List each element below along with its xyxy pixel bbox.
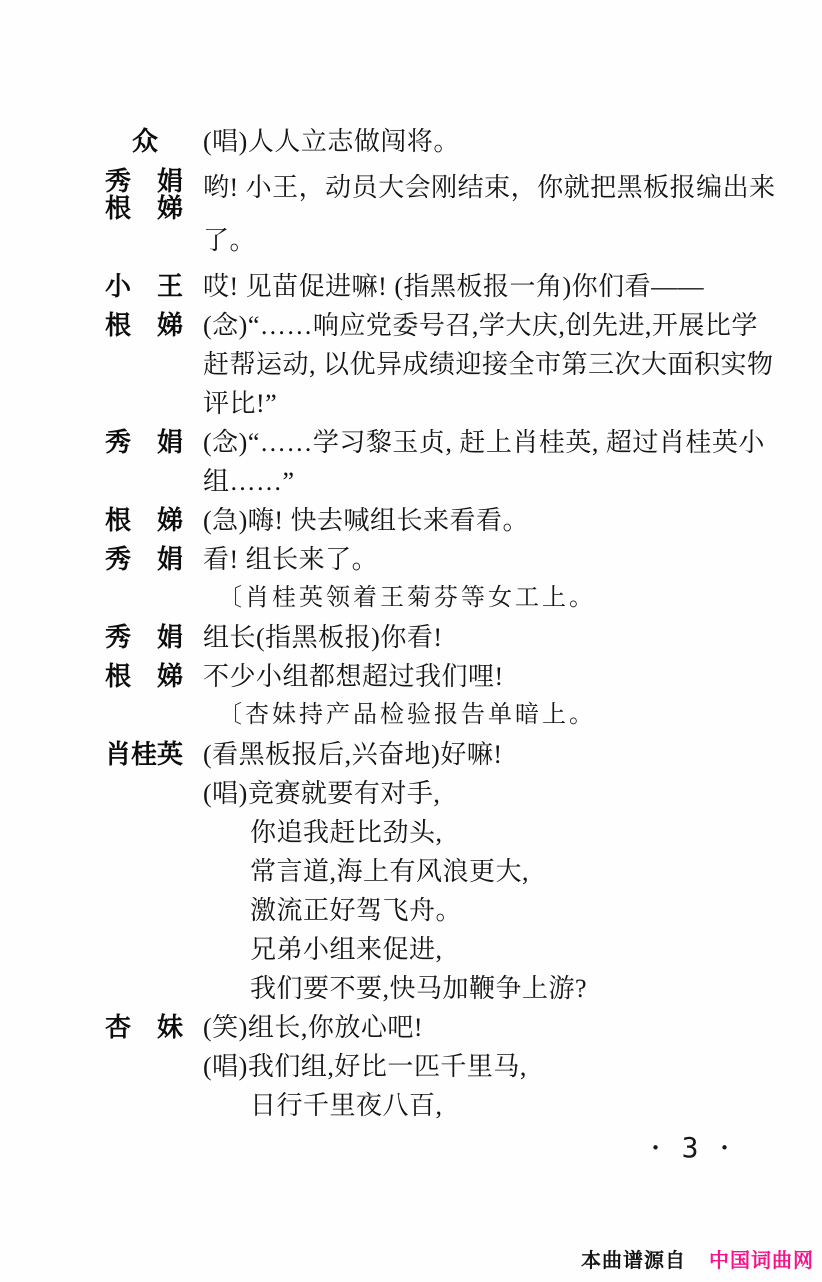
speaker-column bbox=[105, 122, 203, 161]
dialogue-line: 评比!” bbox=[203, 389, 278, 418]
speaker-name: 秀 娟 bbox=[105, 622, 184, 652]
stage-direction: 〔杏妹持产品检验报告单暗上。 bbox=[218, 702, 596, 728]
lines-column bbox=[203, 657, 596, 735]
dialogue-line: (看黑板报后,兴奋地)好嘛! bbox=[203, 740, 503, 769]
dialogue-line: (唱)竞赛就要有对手, bbox=[203, 779, 441, 808]
speaker-name: 众 bbox=[132, 126, 159, 156]
speaker-name: 小 王 bbox=[105, 271, 184, 301]
speaker-name: 根 娣 bbox=[105, 193, 184, 223]
speaker-name: 杏 妹 bbox=[105, 1012, 184, 1042]
script-entry bbox=[105, 501, 776, 540]
script-entry bbox=[105, 657, 776, 735]
dialogue-line: 哎! 见苗促进嘛! (指黑板报一角)你们看—— bbox=[203, 272, 705, 301]
lyric-line: 你追我赶比劲头, bbox=[250, 818, 443, 847]
script-entry bbox=[105, 122, 776, 161]
lines-column bbox=[203, 540, 596, 618]
speaker-column bbox=[105, 618, 203, 657]
page-number-value: 3 bbox=[681, 1131, 699, 1164]
speaker-column bbox=[105, 540, 203, 579]
speaker-column bbox=[105, 501, 203, 540]
lyric-line: 日行千里夜八百, bbox=[250, 1091, 443, 1120]
script-entry bbox=[105, 267, 776, 306]
speaker-column bbox=[105, 306, 203, 345]
lyric-line: 常言道,海上有风浪更大, bbox=[250, 857, 530, 886]
dialogue-line: (笑)组长,你放心吧! bbox=[203, 1013, 423, 1042]
dialogue-line: (急)嗨! 快去喊组长来看看。 bbox=[203, 506, 529, 535]
lines-column bbox=[203, 423, 765, 501]
dialogue-line: (唱)我们组,好比一匹千里马, bbox=[203, 1052, 527, 1081]
speaker-column bbox=[105, 423, 203, 462]
lyric-line: 激流正好驾飞舟。 bbox=[250, 896, 463, 925]
lines-column bbox=[203, 161, 776, 267]
script-entry bbox=[105, 735, 776, 1008]
script-entry bbox=[105, 618, 776, 657]
speaker-name: 根 娣 bbox=[105, 661, 184, 691]
script-entry bbox=[105, 540, 776, 618]
lines-column bbox=[203, 267, 704, 306]
lyric-line: 兄弟小组来促进, bbox=[250, 935, 443, 964]
page-number bbox=[651, 1131, 729, 1164]
dialogue-line: 不少小组都想超过我们哩! bbox=[203, 662, 504, 691]
script-body bbox=[105, 122, 776, 1125]
speaker-column bbox=[105, 267, 203, 306]
speaker-name: 肖桂英 bbox=[105, 739, 184, 769]
dialogue-line: 看! 组长来了。 bbox=[203, 545, 379, 574]
dialogue-line: (念)“……学习黎玉贞, 赶上肖桂英, 超过肖桂英小 bbox=[203, 428, 765, 457]
lyric-line: 我们要不要,快马加鞭争上游? bbox=[250, 974, 588, 1003]
script-entry bbox=[105, 1008, 776, 1125]
watermark-footer bbox=[581, 1244, 814, 1273]
dialogue-line: 了。 bbox=[203, 226, 257, 255]
dialogue-line: (念)“……响应党委号召,学大庆,创先进,开展比学 bbox=[203, 311, 758, 340]
speaker-column bbox=[105, 657, 203, 696]
page-number-left-dot: • bbox=[651, 1138, 661, 1157]
dialogue-line: (唱)人人立志做闯将。 bbox=[203, 127, 460, 156]
script-entry bbox=[105, 306, 776, 423]
script-entry bbox=[105, 423, 776, 501]
lines-column bbox=[203, 618, 442, 657]
page-number-right-dot: • bbox=[719, 1138, 729, 1157]
watermark-source-label: 本曲谱源自 bbox=[581, 1250, 686, 1272]
speaker-name: 秀 娟 bbox=[105, 166, 184, 196]
lines-column bbox=[203, 306, 774, 423]
lines-column bbox=[203, 735, 587, 1008]
speaker-column bbox=[105, 1008, 203, 1047]
script-entry bbox=[105, 161, 776, 267]
lines-column bbox=[203, 501, 529, 540]
speaker-name: 秀 娟 bbox=[105, 544, 184, 574]
watermark-site-name: 中国词曲网 bbox=[709, 1250, 814, 1272]
dialogue-line: 组长(指黑板报)你看! bbox=[203, 623, 443, 652]
dialogue-line: 组……” bbox=[203, 467, 295, 496]
lines-column bbox=[203, 122, 460, 161]
speaker-column bbox=[105, 735, 203, 774]
speaker-column bbox=[105, 161, 203, 222]
stage-direction: 〔肖桂英领着王菊芬等女工上。 bbox=[218, 585, 596, 611]
dialogue-line: 赶帮运动, 以优异成绩迎接全市第三次大面积实物 bbox=[203, 350, 774, 379]
dialogue-line: 哟! 小王，动员大会刚结束，你就把黑板报编出来 bbox=[203, 173, 776, 202]
speaker-name: 根 娣 bbox=[105, 310, 184, 340]
speaker-name: 秀 娟 bbox=[105, 427, 184, 457]
lines-column bbox=[203, 1008, 527, 1125]
speaker-name: 根 娣 bbox=[105, 505, 184, 535]
